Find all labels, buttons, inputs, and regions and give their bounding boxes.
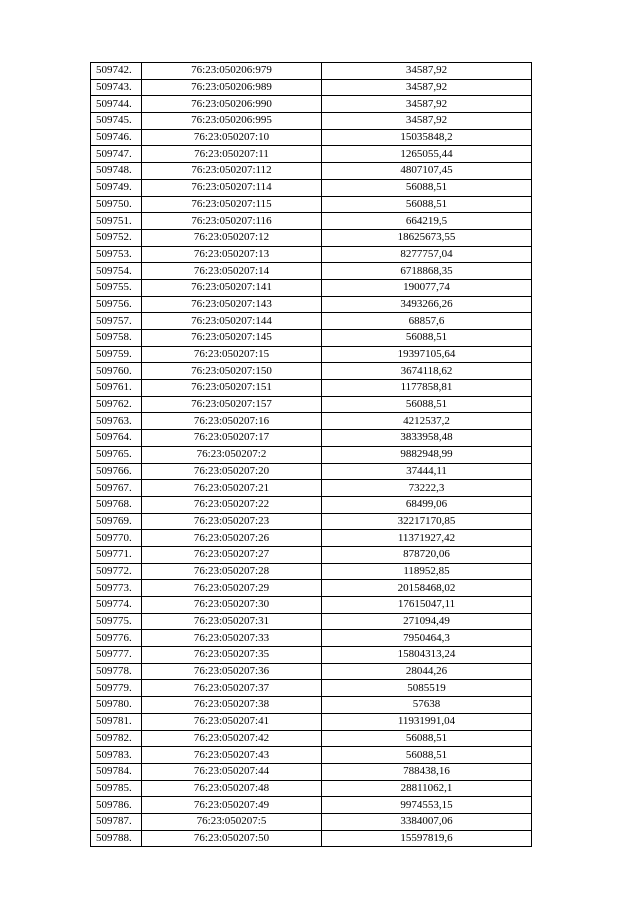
row-number-cell: 509747.	[91, 146, 142, 163]
cadastral-number-cell: 76:23:050207:20	[142, 463, 322, 480]
cadastral-value-cell: 56088,51	[322, 730, 532, 747]
cadastral-value-cell: 271094,49	[322, 613, 532, 630]
cadastral-value-cell: 68499,06	[322, 496, 532, 513]
table-row	[91, 129, 532, 146]
cadastral-number-cell: 76:23:050207:29	[142, 580, 322, 597]
row-number-cell: 509774.	[91, 597, 142, 614]
row-number-cell: 509744.	[91, 96, 142, 113]
row-number-cell: 509754.	[91, 263, 142, 280]
cadastral-value-cell: 8277757,04	[322, 246, 532, 263]
table-row	[91, 79, 532, 96]
table-row	[91, 346, 532, 363]
cadastral-value-cell: 4807107,45	[322, 163, 532, 180]
cadastral-value-cell: 56088,51	[322, 179, 532, 196]
cadastral-value-cell: 73222,3	[322, 480, 532, 497]
cadastral-number-cell: 76:23:050207:23	[142, 513, 322, 530]
table-row	[91, 613, 532, 630]
row-number-cell: 509788.	[91, 830, 142, 847]
cadastral-value-cell: 11371927,42	[322, 530, 532, 547]
row-number-cell: 509760.	[91, 363, 142, 380]
cadastral-number-cell: 76:23:050207:17	[142, 430, 322, 447]
row-number-cell: 509767.	[91, 480, 142, 497]
cadastral-value-cell: 1265055,44	[322, 146, 532, 163]
cadastral-number-cell: 76:23:050207:115	[142, 196, 322, 213]
table-row	[91, 179, 532, 196]
table-row	[91, 463, 532, 480]
cadastral-value-cell: 3674118,62	[322, 363, 532, 380]
table-row	[91, 563, 532, 580]
table-row	[91, 63, 532, 80]
row-number-cell: 509757.	[91, 313, 142, 330]
cadastral-value-table	[90, 62, 532, 847]
row-number-cell: 509763.	[91, 413, 142, 430]
cadastral-number-cell: 76:23:050207:2	[142, 446, 322, 463]
cadastral-number-cell: 76:23:050207:22	[142, 496, 322, 513]
table-row	[91, 196, 532, 213]
row-number-cell: 509756.	[91, 296, 142, 313]
cadastral-number-cell: 76:23:050206:990	[142, 96, 322, 113]
table-row	[91, 146, 532, 163]
cadastral-value-cell: 190077,74	[322, 279, 532, 296]
cadastral-value-cell: 3493266,26	[322, 296, 532, 313]
cadastral-number-cell: 76:23:050207:12	[142, 229, 322, 246]
row-number-cell: 509782.	[91, 730, 142, 747]
table-row	[91, 780, 532, 797]
row-number-cell: 509778.	[91, 663, 142, 680]
row-number-cell: 509780.	[91, 697, 142, 714]
row-number-cell: 509752.	[91, 229, 142, 246]
cadastral-value-cell: 34587,92	[322, 96, 532, 113]
row-number-cell: 509749.	[91, 179, 142, 196]
row-number-cell: 509771.	[91, 546, 142, 563]
cadastral-number-cell: 76:23:050207:38	[142, 697, 322, 714]
cadastral-number-cell: 76:23:050207:15	[142, 346, 322, 363]
table-row	[91, 279, 532, 296]
cadastral-value-cell: 7950464,3	[322, 630, 532, 647]
cadastral-number-cell: 76:23:050207:145	[142, 330, 322, 347]
cadastral-value-cell: 28044,26	[322, 663, 532, 680]
row-number-cell: 509779.	[91, 680, 142, 697]
row-number-cell: 509772.	[91, 563, 142, 580]
cadastral-value-cell: 34587,92	[322, 79, 532, 96]
cadastral-number-cell: 76:23:050207:11	[142, 146, 322, 163]
cadastral-number-cell: 76:23:050206:989	[142, 79, 322, 96]
cadastral-number-cell: 76:23:050207:5	[142, 813, 322, 830]
table-row	[91, 96, 532, 113]
cadastral-number-cell: 76:23:050206:979	[142, 63, 322, 80]
row-number-cell: 509750.	[91, 196, 142, 213]
cadastral-value-cell: 28811062,1	[322, 780, 532, 797]
table-row	[91, 413, 532, 430]
cadastral-number-cell: 76:23:050207:27	[142, 546, 322, 563]
row-number-cell: 509783.	[91, 747, 142, 764]
cadastral-number-cell: 76:23:050207:112	[142, 163, 322, 180]
cadastral-number-cell: 76:23:050207:26	[142, 530, 322, 547]
cadastral-value-cell: 3833958,48	[322, 430, 532, 447]
row-number-cell: 509787.	[91, 813, 142, 830]
table-row	[91, 163, 532, 180]
table-row	[91, 213, 532, 230]
table-row	[91, 513, 532, 530]
cadastral-number-cell: 76:23:050207:42	[142, 730, 322, 747]
row-number-cell: 509755.	[91, 279, 142, 296]
row-number-cell: 509768.	[91, 496, 142, 513]
row-number-cell: 509786.	[91, 797, 142, 814]
row-number-cell: 509781.	[91, 713, 142, 730]
row-number-cell: 509743.	[91, 79, 142, 96]
table-row	[91, 546, 532, 563]
table-row	[91, 597, 532, 614]
table-row	[91, 396, 532, 413]
table-row	[91, 263, 532, 280]
table-row	[91, 113, 532, 130]
table-row	[91, 580, 532, 597]
cadastral-number-cell: 76:23:050207:10	[142, 129, 322, 146]
table-row	[91, 763, 532, 780]
table-row	[91, 496, 532, 513]
cadastral-number-cell: 76:23:050207:48	[142, 780, 322, 797]
table-row	[91, 663, 532, 680]
table-row	[91, 229, 532, 246]
cadastral-number-cell: 76:23:050207:33	[142, 630, 322, 647]
table-row	[91, 830, 532, 847]
cadastral-value-cell: 18625673,55	[322, 229, 532, 246]
table-row	[91, 446, 532, 463]
cadastral-value-cell: 9882948,99	[322, 446, 532, 463]
row-number-cell: 509777.	[91, 647, 142, 664]
cadastral-value-cell: 9974553,15	[322, 797, 532, 814]
row-number-cell: 509776.	[91, 630, 142, 647]
cadastral-number-cell: 76:23:050207:21	[142, 480, 322, 497]
cadastral-value-cell: 1177858,81	[322, 380, 532, 397]
cadastral-value-cell: 68857,6	[322, 313, 532, 330]
table-row	[91, 747, 532, 764]
cadastral-value-cell: 6718868,35	[322, 263, 532, 280]
row-number-cell: 509753.	[91, 246, 142, 263]
table-row	[91, 630, 532, 647]
cadastral-value-cell: 15804313,24	[322, 647, 532, 664]
row-number-cell: 509769.	[91, 513, 142, 530]
cadastral-value-cell: 15597819,6	[322, 830, 532, 847]
cadastral-number-cell: 76:23:050207:141	[142, 279, 322, 296]
cadastral-number-cell: 76:23:050206:995	[142, 113, 322, 130]
cadastral-number-cell: 76:23:050207:28	[142, 563, 322, 580]
cadastral-value-cell: 32217170,85	[322, 513, 532, 530]
cadastral-number-cell: 76:23:050207:14	[142, 263, 322, 280]
table-row	[91, 313, 532, 330]
table-row	[91, 296, 532, 313]
cadastral-number-cell: 76:23:050207:49	[142, 797, 322, 814]
cadastral-number-cell: 76:23:050207:157	[142, 396, 322, 413]
cadastral-number-cell: 76:23:050207:116	[142, 213, 322, 230]
cadastral-value-cell: 19397105,64	[322, 346, 532, 363]
table-row	[91, 813, 532, 830]
row-number-cell: 509761.	[91, 380, 142, 397]
cadastral-value-cell: 20158468,02	[322, 580, 532, 597]
cadastral-value-cell: 3384007,06	[322, 813, 532, 830]
table-row	[91, 363, 532, 380]
cadastral-number-cell: 76:23:050207:50	[142, 830, 322, 847]
cadastral-value-cell: 788438,16	[322, 763, 532, 780]
cadastral-number-cell: 76:23:050207:35	[142, 647, 322, 664]
row-number-cell: 509764.	[91, 430, 142, 447]
table-row	[91, 246, 532, 263]
cadastral-value-cell: 15035848,2	[322, 129, 532, 146]
row-number-cell: 509775.	[91, 613, 142, 630]
cadastral-number-cell: 76:23:050207:37	[142, 680, 322, 697]
row-number-cell: 509748.	[91, 163, 142, 180]
cadastral-number-cell: 76:23:050207:44	[142, 763, 322, 780]
table-row	[91, 430, 532, 447]
cadastral-value-cell: 17615047,11	[322, 597, 532, 614]
table-body	[91, 63, 532, 847]
cadastral-value-cell: 34587,92	[322, 63, 532, 80]
cadastral-value-cell: 34587,92	[322, 113, 532, 130]
cadastral-value-cell: 4212537,2	[322, 413, 532, 430]
table-row	[91, 730, 532, 747]
cadastral-value-cell: 878720,06	[322, 546, 532, 563]
cadastral-value-cell: 56088,51	[322, 747, 532, 764]
row-number-cell: 509745.	[91, 113, 142, 130]
row-number-cell: 509759.	[91, 346, 142, 363]
cadastral-value-cell: 5085519	[322, 680, 532, 697]
row-number-cell: 509746.	[91, 129, 142, 146]
cadastral-value-cell: 57638	[322, 697, 532, 714]
cadastral-number-cell: 76:23:050207:41	[142, 713, 322, 730]
row-number-cell: 509758.	[91, 330, 142, 347]
row-number-cell: 509770.	[91, 530, 142, 547]
table-row	[91, 330, 532, 347]
cadastral-value-cell: 56088,51	[322, 396, 532, 413]
row-number-cell: 509751.	[91, 213, 142, 230]
cadastral-value-cell: 664219,5	[322, 213, 532, 230]
row-number-cell: 509762.	[91, 396, 142, 413]
table-row	[91, 797, 532, 814]
table-row	[91, 697, 532, 714]
cadastral-value-cell: 56088,51	[322, 196, 532, 213]
table-row	[91, 380, 532, 397]
table-row	[91, 713, 532, 730]
cadastral-value-cell: 37444,11	[322, 463, 532, 480]
cadastral-number-cell: 76:23:050207:30	[142, 597, 322, 614]
cadastral-number-cell: 76:23:050207:43	[142, 747, 322, 764]
row-number-cell: 509766.	[91, 463, 142, 480]
row-number-cell: 509742.	[91, 63, 142, 80]
row-number-cell: 509773.	[91, 580, 142, 597]
cadastral-number-cell: 76:23:050207:13	[142, 246, 322, 263]
cadastral-value-cell: 11931991,04	[322, 713, 532, 730]
row-number-cell: 509785.	[91, 780, 142, 797]
cadastral-number-cell: 76:23:050207:36	[142, 663, 322, 680]
table-row	[91, 647, 532, 664]
cadastral-number-cell: 76:23:050207:31	[142, 613, 322, 630]
cadastral-number-cell: 76:23:050207:16	[142, 413, 322, 430]
cadastral-number-cell: 76:23:050207:114	[142, 179, 322, 196]
cadastral-number-cell: 76:23:050207:144	[142, 313, 322, 330]
cadastral-number-cell: 76:23:050207:151	[142, 380, 322, 397]
table-row	[91, 480, 532, 497]
cadastral-number-cell: 76:23:050207:143	[142, 296, 322, 313]
table-row	[91, 530, 532, 547]
cadastral-value-cell: 56088,51	[322, 330, 532, 347]
row-number-cell: 509765.	[91, 446, 142, 463]
row-number-cell: 509784.	[91, 763, 142, 780]
cadastral-value-cell: 118952,85	[322, 563, 532, 580]
table-row	[91, 680, 532, 697]
cadastral-number-cell: 76:23:050207:150	[142, 363, 322, 380]
